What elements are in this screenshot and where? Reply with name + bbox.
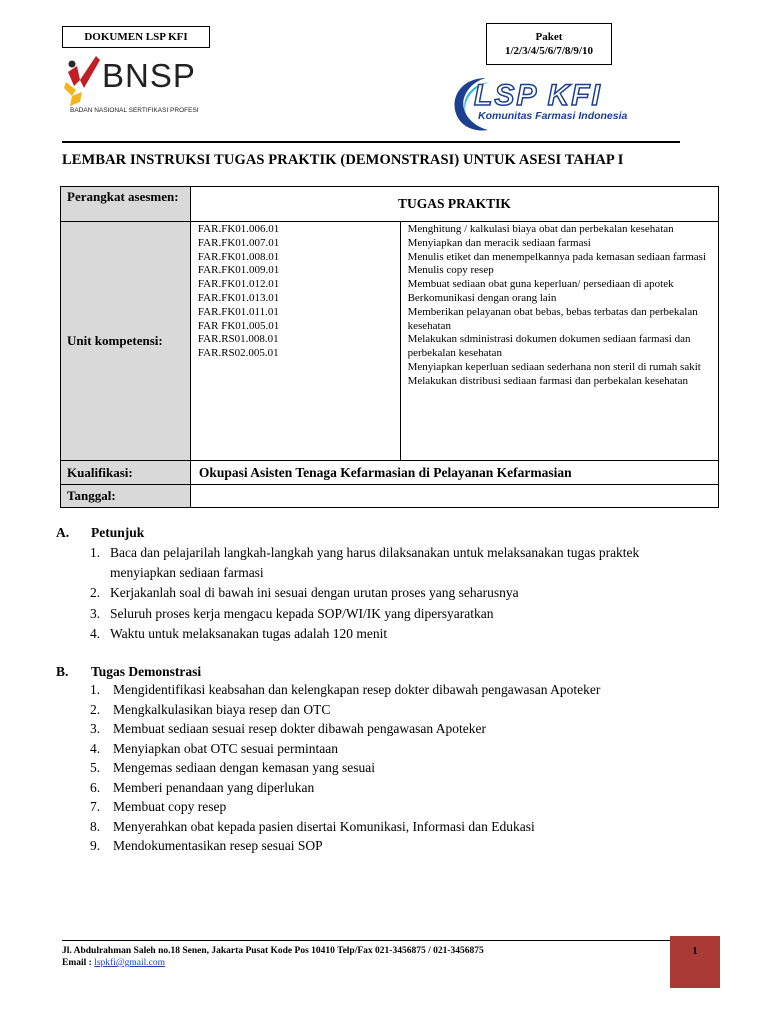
list-item [90,778,710,798]
list-item [90,797,710,817]
list-item-text: Membuat sediaan sesuai resep dokter dibawah pengawasan Apoteker [113,721,486,736]
list-item-text: Kerjakanlah soal di bawah ini sesuai dengan urutan proses yang seharusnya [110,585,519,600]
list-item-number: 7. [90,799,101,814]
list-item-text: Mengkalkulasikan biaya resep dan OTC [113,701,331,717]
list-item-text: Mengidentifikasi keabsahan dan kelengkapan resep dokter dibawah pengawasan Apoteker [113,682,601,697]
section-b-letter: B. [56,664,69,679]
list-item-text: Menyiapkan obat OTC sesuai permintaan [113,740,338,756]
tanggal-label: Tanggal: [61,485,191,508]
section-b-list [90,680,710,856]
lsp-logo-text: LSP KFI [474,79,602,112]
unit-description: Menghitung / kalkulasi biaya obat dan perbekalan kesehatan [407,223,674,235]
tanggal-value [190,485,718,508]
page-title: LEMBAR INSTRUKSI TUGAS PRAKTIK (DEMONSTRASI) UNTUK ASESI TAHAP I [62,152,624,168]
lsp-kfi-logo [446,66,666,138]
list-item [90,604,700,624]
kualifikasi-label: Kualifikasi: [61,461,191,485]
footer-email-label: Email : [62,958,95,968]
lsp-logo-subtitle: Komunitas Farmasi Indonesia [478,110,628,122]
list-item-number: 6. [90,779,101,795]
list-item [90,739,710,759]
list-item-text: Mengemas sediaan dengan kemasan yang sesuai [113,760,376,775]
list-item-text: Menyerahkan obat kepada pasien disertai Komunikasi, Informasi dan Edukasi [113,818,535,834]
unit-description: Memberikan pelayanan obat bebas, bebas terbatas dan perbekalan kesehatan [407,305,698,332]
unit-description: Menulis copy resep [407,264,494,277]
assessment-table [60,186,719,508]
unit-code: FAR.FK01.007.01 [197,236,280,249]
unit-description: Melakukan sdministrasi dokumen dokumen sediaan farmasi dan perbekalan kesehatan [407,333,691,360]
page-number: 1 [670,936,720,988]
list-item-text: Mendokumentasikan resep sesuai SOP [113,838,323,853]
section-a-list [90,543,700,644]
list-item [90,680,710,700]
list-item [90,836,710,856]
list-item-number: 9. [90,838,101,853]
list-item [90,624,700,644]
unit-code: FAR.RS01.008.01 [197,333,279,346]
list-item-text: Baca dan pelajarilah langkah-langkah yang harus dilaksanakan untuk melaksanakan tugas praktek menyiapkan sediaan farmasi [110,545,640,580]
bnsp-logo-text: BNSP [102,57,196,94]
unit-description: Menyiapkan keperluan sediaan sederhana non steril di rumah sakit [407,360,701,373]
unit-code: FAR FK01.005.01 [197,319,280,332]
list-item-text: Waktu untuk melaksanakan tugas adalah 120 menit [110,626,388,641]
unit-description: Berkomunikasi dengan orang lain [407,291,557,304]
paket-label: Paket [535,31,563,43]
kualifikasi-value: Okupasi Asisten Tenaga Kefarmasian di Pelayanan Kefarmasian [190,461,718,485]
footer-address: Jl. Abdulrahman Saleh no.18 Senen, Jakarta Pusat Kode Pos 10410 Telp/Fax 021-3456875 / 021-3456875 [62,946,484,956]
list-item-number: 2. [90,701,101,717]
unit-codes [190,222,400,461]
unit-description: Membuat sediaan obat guna keperluan/ persediaan di apotek [407,278,674,291]
list-item [90,543,700,582]
list-item-number: 4. [90,740,101,756]
section-b-heading: Tugas Demonstrasi [91,664,202,679]
perangkat-label: Perangkat asesmen: [61,187,191,222]
bnsp-logo-subtitle: BADAN NASIONAL SERTIFIKASI PROFESI [70,107,199,114]
footer-email-line [62,957,484,969]
footer-text [62,945,484,969]
unit-description: Melakukan distribusi sediaan farmasi dan perbekalan kesehatan [407,374,688,387]
unit-label: Unit kompetensi: [61,222,191,461]
unit-code: FAR.FK01.006.01 [197,223,280,235]
unit-code: FAR.RS02.005.01 [197,347,279,360]
unit-descriptions [400,222,718,461]
list-item-number: 3. [90,721,101,736]
unit-description: Menyiapkan dan meracik sediaan farmasi [407,236,591,249]
list-item-number: 5. [90,760,101,775]
list-item [90,719,710,739]
list-item-number: 8. [90,818,101,834]
list-item-number: 2. [90,585,101,600]
list-item [90,758,710,778]
unit-code: FAR.FK01.011.01 [197,305,279,318]
list-item-number: 1. [90,682,101,697]
unit-description: Menulis etiket dan menempelkannya pada kemasan sediaan farmasi [407,250,706,263]
list-item-text: Seluruh proses kerja mengacu kepada SOP/WI/IK yang dipersyaratkan [110,605,494,621]
header-divider [62,141,680,143]
section-a-heading: Petunjuk [91,525,145,540]
list-item [90,700,710,720]
unit-code: FAR.FK01.012.01 [197,278,280,291]
unit-code: FAR.FK01.008.01 [197,250,280,263]
section-a-letter: A. [56,525,70,540]
list-item-number: 3. [90,605,101,621]
document-label: DOKUMEN LSP KFI [62,26,210,48]
paket-value: 1/2/3/4/5/6/7/8/9/10 [504,45,593,57]
paket-box [486,23,612,65]
list-item [90,817,710,837]
list-item-number: 4. [90,626,101,641]
list-item-text: Membuat copy resep [113,799,227,814]
list-item-text: Memberi penandaan yang diperlukan [113,779,315,795]
list-item [90,583,700,603]
unit-code: FAR.FK01.013.01 [197,291,280,304]
list-item-number: 1. [90,545,101,560]
bnsp-emblem-icon [62,52,102,110]
footer-divider [62,940,670,941]
unit-code: FAR.FK01.009.01 [197,264,280,277]
perangkat-value: TUGAS PRAKTIK [190,187,718,222]
bnsp-logo [62,52,232,120]
footer-email-link[interactable]: lspkfi@gmail.com [94,958,165,968]
